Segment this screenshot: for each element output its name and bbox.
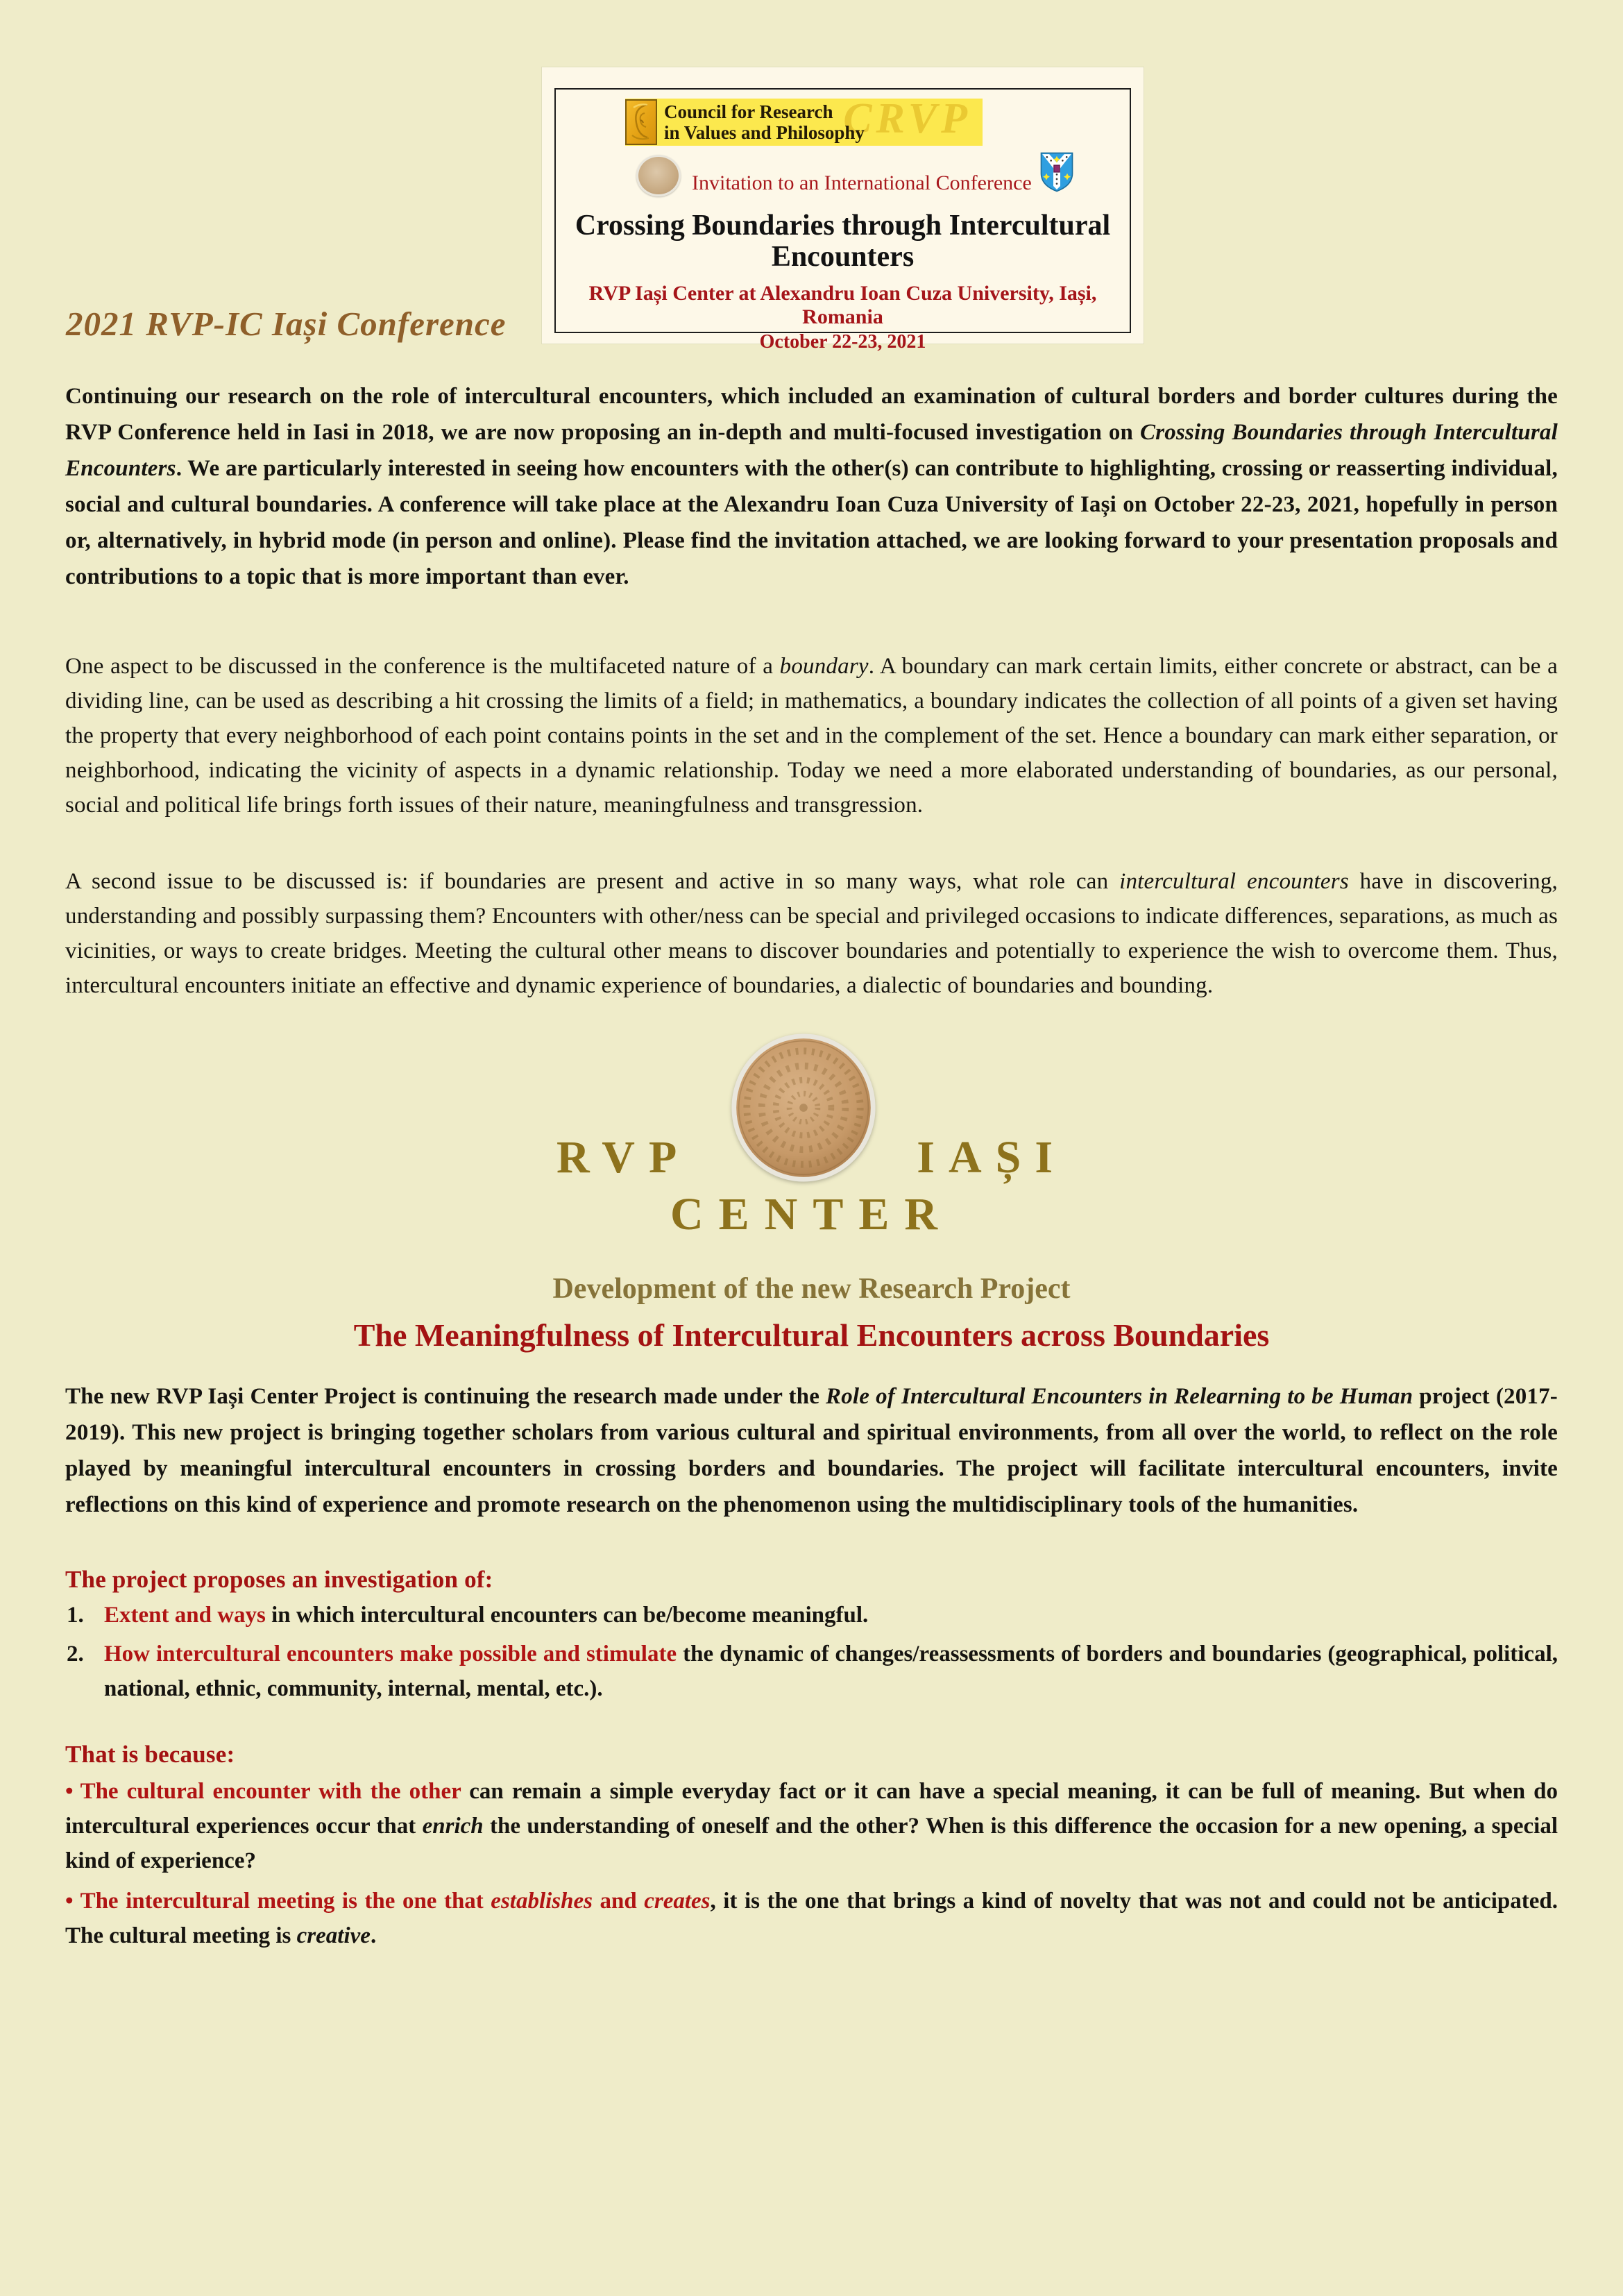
list-item-2-number: 2.: [67, 1641, 84, 1666]
conference-title-line2: Encounters: [771, 240, 915, 273]
conference-venue: RVP Iași Center at Alexandru Ioan Cuza University, Iași, Romania: [588, 281, 1097, 328]
logo-word-rvp: RVP: [556, 1132, 691, 1183]
invitation-line: Invitation to an International Conference: [692, 171, 1032, 194]
council-name-line2: in Values and Philosophy: [664, 122, 865, 144]
conference-title-line1: Crossing Boundaries through Intercultural: [575, 210, 1111, 242]
second-issue-paragraph: A second issue to be discussed is: if boundaries are present and active in so many ways, what role can intercultural encounters have in discovering, understanding and possibly surpassing them? Encounters with other/ness can be special and privileged occasions to indicate differences, separations, as much as vicinities, or ways to create bridges. Meeting the cultural other means to discover boundaries and potentially to experience the wish to overcome them. Thus, intercultural encounters initiate an effective and dynamic experience of boundaries, a dialectic of boundaries and bounding.: [65, 869, 1558, 998]
council-name: [664, 99, 865, 146]
council-name-line1: Council for Research: [664, 101, 833, 122]
invitation-card: [542, 67, 1144, 353]
bullet-icon: •: [65, 1779, 74, 1804]
logo-row: [65, 1031, 1558, 1182]
boundary-paragraph: One aspect to be discussed in the conference is the multifaceted nature of a boundary. A boundary can mark certain limits, either concrete or abstract, can be a dividing line, can be used as describing a hit crossing the limits of a field; in mathematics, a boundary indicates the collection of all points of a given set having the property that every neighborhood of each point contains points in the set and in the complement of the set. Hence a boundary can mark either separation, or neighborhood, indicating the vicinity of aspects in a dynamic relationship. Today we need a more elaborated understanding of boundaries, as our personal, social and political life brings forth issues of their nature, meaningfulness and transgression.: [65, 654, 1558, 818]
list-item-1: [65, 1598, 1558, 1632]
conference-title: [556, 210, 1130, 273]
conference-date: October 22-23, 2021: [759, 330, 926, 353]
coin-medallion-small-icon: [636, 155, 681, 196]
university-shield-icon: [1039, 151, 1075, 196]
investigation-list: [65, 1598, 1558, 1706]
because-bullet-2: [65, 1884, 1558, 1953]
logo-word-iasi: IAȘI: [917, 1132, 1067, 1183]
bullet-icon: •: [65, 1889, 74, 1914]
proposes-heading: The project proposes an investigation of:: [65, 1566, 493, 1593]
because-bullet-2-text: The intercultural meeting is the one that establishes and creates, it is the one that brings a kind of novelty that was not and could not be anticipated. The cultural meeting is creative.: [65, 1889, 1558, 1948]
document-header: [0, 0, 1623, 378]
logo-word-center: CENTER: [670, 1189, 953, 1240]
phaistos-coin-medallion-icon: [729, 1033, 878, 1182]
list-item-2-text: How intercultural encounters make possible and stimulate the dynamic of changes/reassessments of borders and boundaries (geographical, political, national, ethnic, community, internal, mental, etc.).: [104, 1641, 1558, 1701]
because-heading: That is because:: [65, 1741, 235, 1768]
invitation-card-frame: [554, 88, 1131, 353]
list-item-1-text: Extent and ways in which intercultural encounters can be/become meaningful.: [104, 1603, 869, 1628]
list-item-2: [65, 1637, 1558, 1706]
crvp-logo-icon: [625, 99, 657, 145]
page-title: 2021 RVP-IC Iași Conference: [66, 305, 507, 343]
development-heading: Development of the new Research Project: [552, 1273, 1071, 1305]
crvp-watermark: CRVP: [843, 95, 971, 142]
invitation-card-mid-row: [636, 151, 1052, 196]
because-bullet-1: [65, 1774, 1558, 1878]
rvp-iasi-center-logo: [65, 1031, 1558, 1247]
intro-paragraph: Continuing our research on the role of intercultural encounters, which included an examination of cultural borders and border cultures during the RVP Conference held in Iasi in 2018, we are now proposing an in-depth and multi-focused investigation on Crossing Boundaries through Intercultural Encounters. We are particularly interested in seeing how encounters with the other(s) can contribute to highlighting, crossing or reasserting individual, social and cultural boundaries. A conference will take place at the Alexandru Ioan Cuza University of Iași on October 22-23, 2021, hopefully in person or, alternatively, in hybrid mode (in person and online). Please find the invitation attached, we are looking forward to your presentation proposals and contributions to a topic that is more important than ever.: [65, 384, 1558, 589]
because-bullet-1-text: The cultural encounter with the other can remain a simple everyday fact or it can have a special meaning, it can be full of meaning. But when do intercultural experiences occur that enrich the understanding of oneself and the other? When is this difference the occasion for a new opening, a special kind of experience?: [65, 1779, 1558, 1873]
document-body: [0, 378, 1623, 1953]
list-item-1-number: 1.: [67, 1603, 84, 1628]
council-banner: [625, 95, 983, 146]
meaningfulness-heading: The Meaningfulness of Intercultural Encounters across Boundaries: [353, 1317, 1270, 1353]
project-paragraph: The new RVP Iași Center Project is continuing the research made under the Role of Intercultural Encounters in Relearning to be Human project (2017-2019). This new project is bringing together scholars from various cultural and spiritual environments, from all over the world, to reflect on the role played by meaningful intercultural encounters in crossing borders and boundaries. The project will facilitate intercultural encounters, invite reflections on this kind of experience and promote research on the phenomenon using the multidisciplinary tools of the humanities.: [65, 1384, 1558, 1517]
